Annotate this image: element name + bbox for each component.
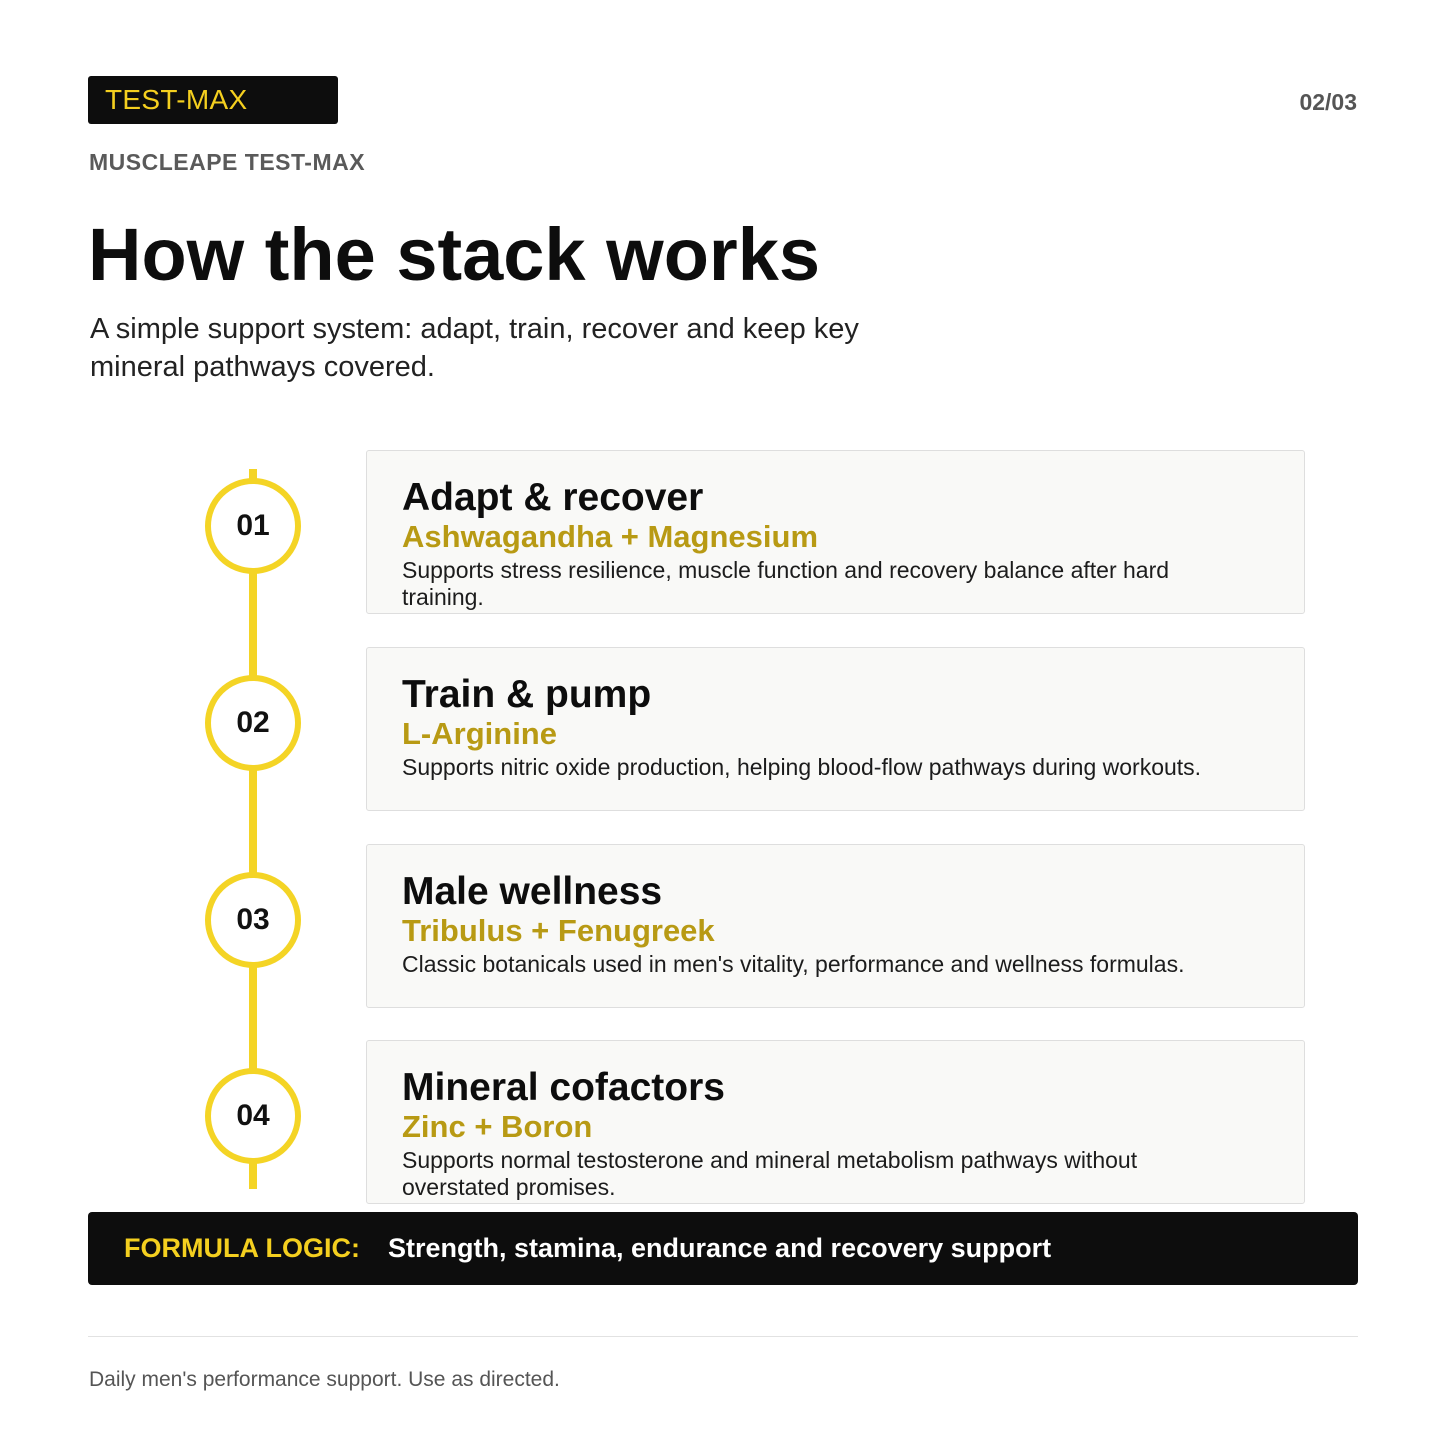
step-number: 01 bbox=[236, 509, 270, 542]
step-number-circle bbox=[205, 478, 301, 574]
step-title: Male wellness bbox=[402, 870, 663, 913]
step-ingredients: Tribulus + Fenugreek bbox=[402, 913, 715, 948]
step-number: 04 bbox=[236, 1099, 270, 1132]
step-card-male-wellness bbox=[366, 844, 1305, 1008]
step-card-mineral-cofactors bbox=[366, 1040, 1305, 1204]
step-ingredients: L-Arginine bbox=[402, 716, 557, 751]
page-title: How the stack works bbox=[88, 213, 821, 296]
step-description: Supports normal testosterone and mineral metabolism pathways without overstated promises. bbox=[402, 1147, 1138, 1200]
step-number-circle bbox=[205, 1068, 301, 1164]
step-number: 03 bbox=[236, 903, 270, 936]
step-title: Adapt & recover bbox=[402, 476, 704, 519]
step-card-train-pump bbox=[366, 647, 1305, 811]
step-number: 02 bbox=[236, 706, 270, 739]
footer-divider bbox=[88, 1336, 1358, 1337]
step-number-circle bbox=[205, 675, 301, 771]
brand-badge-label: TEST-MAX bbox=[105, 84, 248, 115]
formula-logic-text: Strength, stamina, endurance and recovery support bbox=[387, 1233, 1052, 1263]
step-title: Train & pump bbox=[402, 673, 652, 716]
step-description: Supports stress resilience, muscle function and recovery balance after hard training. bbox=[402, 557, 1170, 610]
page-indicator: 02/03 bbox=[1299, 89, 1357, 115]
formula-logic-bar bbox=[88, 1212, 1358, 1285]
brand-badge bbox=[88, 76, 338, 124]
step-title: Mineral cofactors bbox=[402, 1066, 725, 1109]
step-card-adapt-recover bbox=[366, 450, 1305, 614]
step-ingredients: Zinc + Boron bbox=[402, 1109, 593, 1144]
step-ingredients: Ashwagandha + Magnesium bbox=[402, 519, 819, 554]
step-number-circle bbox=[205, 872, 301, 968]
formula-logic-label: FORMULA LOGIC: bbox=[124, 1233, 360, 1263]
brand-line: MUSCLEAPE TEST-MAX bbox=[89, 149, 366, 175]
step-description: Supports nitric oxide production, helping blood-flow pathways during workouts. bbox=[402, 754, 1202, 780]
step-description: Classic botanicals used in men's vitality, performance and wellness formulas. bbox=[402, 951, 1185, 977]
footer-note: Daily men's performance support. Use as directed. bbox=[89, 1368, 560, 1391]
page-subtitle: A simple support system: adapt, train, recover and keep key mineral pathways covered. bbox=[90, 313, 859, 383]
